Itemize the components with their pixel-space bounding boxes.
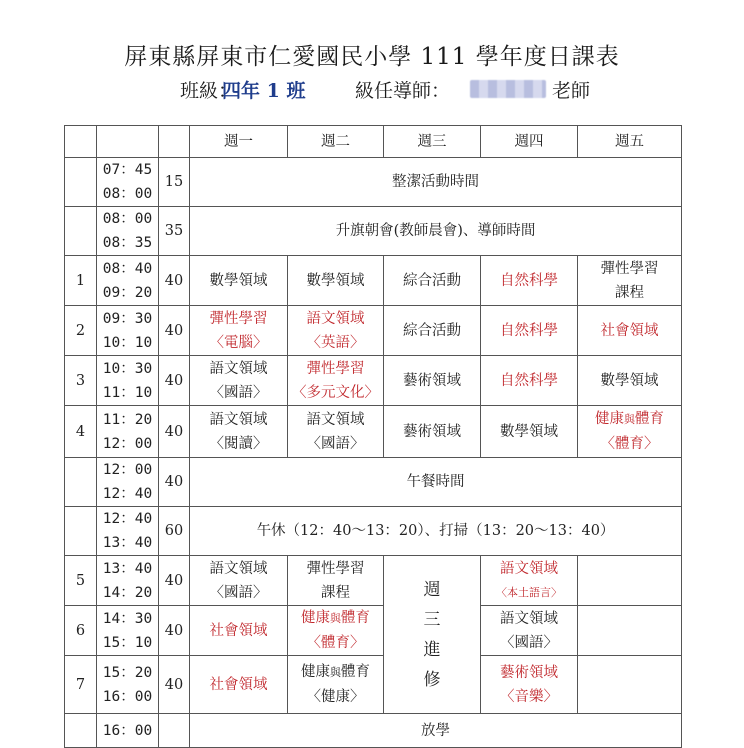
period-number: 3	[65, 356, 97, 406]
class-cell: 彈性學習 課程	[578, 256, 682, 306]
class-label: 班級：	[180, 80, 238, 102]
class-cell: 彈性學習 〈電腦〉	[190, 306, 288, 356]
table-row	[65, 458, 682, 507]
time-range: 08：40 09：20	[97, 256, 159, 306]
minutes: 60	[159, 507, 190, 556]
time-range: 08：00 08：35	[97, 207, 159, 256]
minutes: 15	[159, 158, 190, 207]
table-row	[65, 606, 682, 656]
period-number: 7	[65, 656, 97, 714]
day-header: 週四	[481, 126, 578, 158]
class-cell: 數學領域	[578, 356, 682, 406]
activity-span: 整潔活動時間	[190, 158, 682, 207]
class-cell: 健康與體育 〈體育〉	[288, 606, 384, 656]
time-range: 12：40 13：40	[97, 507, 159, 556]
minutes: 40	[159, 656, 190, 714]
class-cell: 健康與體育 〈體育〉	[578, 406, 682, 458]
activity-span: 升旗朝會(教師晨會)、導師時間	[190, 207, 682, 256]
class-cell: 語文領域 〈本土語言〉	[481, 556, 578, 606]
teacher-suffix: 老師	[552, 80, 591, 102]
minutes: 40	[159, 458, 190, 507]
class-cell: 語文領域 〈閱讀〉	[190, 406, 288, 458]
minutes: 35	[159, 207, 190, 256]
time-range: 13：40 14：20	[97, 556, 159, 606]
redacted-teacher-name	[470, 80, 546, 98]
header-row	[65, 126, 682, 158]
class-cell: 自然科學	[481, 356, 578, 406]
minutes: 40	[159, 256, 190, 306]
time-range: 07：45 08：00	[97, 158, 159, 207]
class-cell: 彈性學習 課程	[288, 556, 384, 606]
period-number: 4	[65, 406, 97, 458]
class-cell: 綜合活動	[384, 256, 481, 306]
day-header: 週五	[578, 126, 682, 158]
time-range: 14：30 15：10	[97, 606, 159, 656]
class-cell: 語文領域 〈國語〉	[481, 606, 578, 656]
minutes: 40	[159, 356, 190, 406]
class-cell: 綜合活動	[384, 306, 481, 356]
table-row	[65, 656, 682, 714]
table-row	[65, 556, 682, 606]
class-cell: 自然科學	[481, 306, 578, 356]
minutes: 40	[159, 556, 190, 606]
class-cell: 藝術領域	[384, 356, 481, 406]
time-range: 10：30 11：10	[97, 356, 159, 406]
timetable	[64, 125, 682, 748]
activity-span: 午休（12：40～13：20）、打掃（13：20～13：40）	[190, 507, 682, 556]
class-info	[0, 76, 744, 102]
time-range: 15：20 16：00	[97, 656, 159, 714]
table-row	[65, 406, 682, 458]
class-cell: 數學領域	[288, 256, 384, 306]
table-row	[65, 207, 682, 256]
class-cell: 社會領域	[190, 606, 288, 656]
class-cell: 語文領域 〈英語〉	[288, 306, 384, 356]
period-number: 5	[65, 556, 97, 606]
class-value: 四年 1 班	[222, 80, 306, 102]
class-cell: 藝術領域	[384, 406, 481, 458]
class-cell: 彈性學習 〈多元文化〉	[288, 356, 384, 406]
dismissal-label: 放學	[190, 714, 682, 748]
period-number: 6	[65, 606, 97, 656]
day-header: 週三	[384, 126, 481, 158]
table-row	[65, 507, 682, 556]
class-cell: 社會領域	[190, 656, 288, 714]
day-header: 週二	[288, 126, 384, 158]
minutes: 40	[159, 606, 190, 656]
class-cell: 語文領域 〈國語〉	[190, 556, 288, 606]
dismissal-time: 16：00	[97, 714, 159, 748]
class-cell: 藝術領域 〈音樂〉	[481, 656, 578, 714]
minutes: 40	[159, 406, 190, 458]
class-cell	[578, 656, 682, 714]
minutes: 40	[159, 306, 190, 356]
table-row	[65, 356, 682, 406]
class-cell	[578, 556, 682, 606]
activity-span: 午餐時間	[190, 458, 682, 507]
period-number: 1	[65, 256, 97, 306]
time-range: 12：00 12：40	[97, 458, 159, 507]
class-cell: 數學領域	[481, 406, 578, 458]
table-row	[65, 256, 682, 306]
class-cell: 數學領域	[190, 256, 288, 306]
page-title: 屏東縣屏東市仁愛國民小學 111 學年度日課表	[124, 44, 620, 70]
class-cell: 語文領域 〈國語〉	[190, 356, 288, 406]
class-cell: 社會領域	[578, 306, 682, 356]
class-cell: 健康與體育 〈健康〉	[288, 656, 384, 714]
wednesday-training-block: 週 三 進 修	[384, 556, 481, 714]
class-cell: 自然科學	[481, 256, 578, 306]
table-row	[65, 158, 682, 207]
day-header: 週一	[190, 126, 288, 158]
time-range: 11：20 12：00	[97, 406, 159, 458]
table-row	[65, 306, 682, 356]
period-number: 2	[65, 306, 97, 356]
dismissal-row	[65, 714, 682, 748]
time-range: 09：30 10：10	[97, 306, 159, 356]
class-cell: 語文領域 〈國語〉	[288, 406, 384, 458]
class-cell	[578, 606, 682, 656]
teacher-label: 級任導師：	[355, 80, 451, 102]
